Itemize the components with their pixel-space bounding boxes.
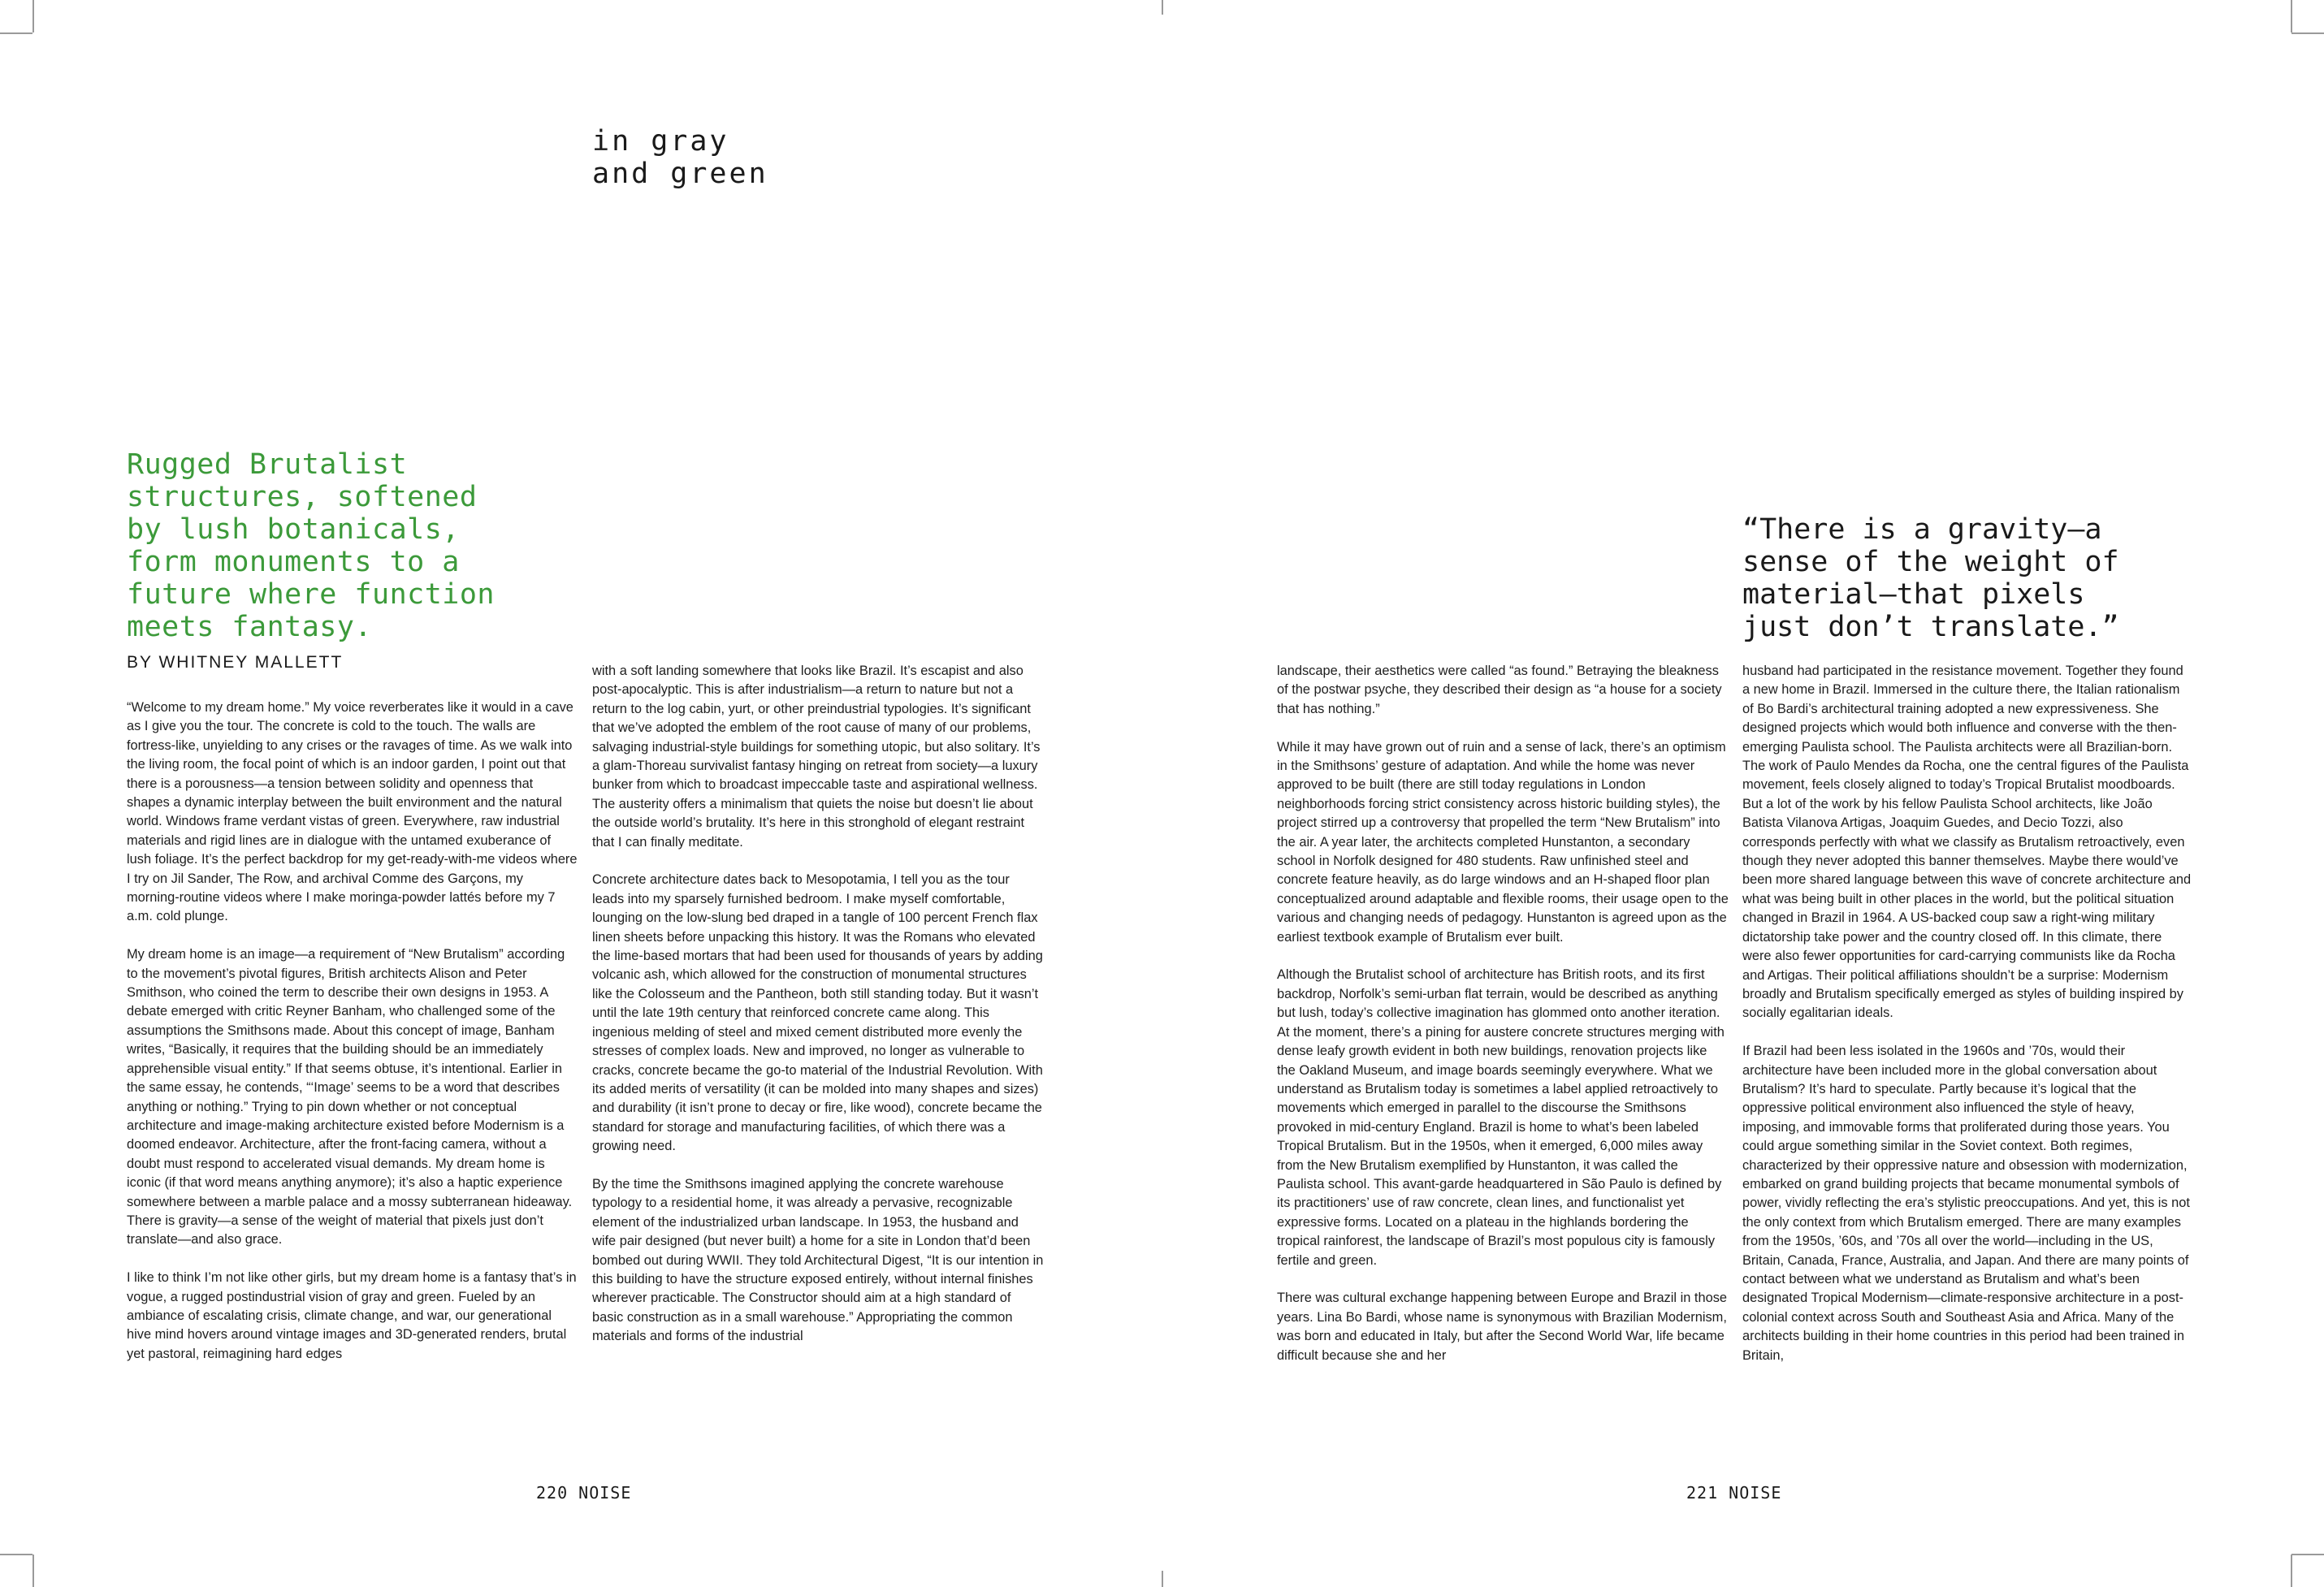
pull-quote-line: sense of the weight of (1742, 546, 2119, 578)
deck-line: future where function (127, 578, 496, 611)
crop-mark (2292, 32, 2324, 34)
body-column-4 (1742, 662, 2194, 1384)
byline: BY WHITNEY MALLETT (127, 653, 344, 672)
page-folio-right: 221 NOISE (1686, 1483, 1782, 1503)
pull-quote (1742, 513, 2197, 643)
deck-line: structures, softened (127, 481, 478, 513)
crop-mark (2291, 1555, 2292, 1587)
body-column-3 (1277, 662, 1729, 1384)
body-paragraph: By the time the Smithsons imagined applying the concrete warehouse typology to a residential home, it was already a pervasive, recognizable element of the industrialized urban landscape. In 1953, the husband and wife pair designed (but never built) a home for a site in London that’d been bombed out during WWII. They told Architectural Digest, “It is our intention in this building to have the structure exposed entirely, without internal finishes wherever practicable. The Constructor should aim at a high standard of basic construction as in a small warehouse.” Appropriating the common materials and forms of the industrial (592, 1176, 1044, 1344)
body-column-2 (592, 662, 1044, 1365)
body-paragraph: While it may have grown out of ruin and a sense of lack, there’s an optimism in the Smithsons’ gesture of adaptation. And while the home was never approved to be built (there are still today regulations in London neighborhoods forcing strict consistency across historic building styles), the project stirred up a controversy that propelled the term “New Brutalism” into the air. A year later, the architects completed Hunstanton, a secondary school in Norfolk designed for 480 students. Raw unfinished steel and concrete feature heavily, as do large windows and an H-shaped floor plan conceptualized around adaptable and flexible rooms, their usage open to the various and changing needs of pedagogy. Hunstanton is agreed upon as the earliest textbook example of Brutalism ever built. (1277, 739, 1729, 945)
body-paragraph: husband had participated in the resistance movement. Together they found a new home in Brazil. Immersed in the culture there, the Italian rationalism of Bo Bardi’s architectural training adopted a new expressiveness. She designed projects which would both influence and converse with the then-emerging Paulista school. The Paulista architects were all Brazilian-born. The work of Paulo Mendes da Rocha, one the central figures of the Paulista movement, feels closely aligned to today’s Tropical Brutalist moodboards. But a lot of the work by his fellow Paulista School architects, like João Batista Vilanova Artigas, Joaquim Guedes, and Decio Tozzi, also corresponds perfectly with what we classify as Brutalism retroactively, even though they never adopted this banner themselves. Maybe there would’ve been more shared language between this wave of concrete architecture and what was being built in other places in the world, but the political situation changed in Brazil in 1964. A US-backed coup saw a right-wing military dictatorship take power and the country closed off. In this climate, there were also fewer opportunities for card-carrying communists like da Rocha and Artigas. Their political affiliations shouldn’t be a surprise: Modernism broadly and Brutalism specifically emerged as styles of building inspired by socially egalitarian ideals. (1742, 664, 2192, 1021)
crop-mark (1162, 1571, 1163, 1587)
deck-line: by lush botanicals, (127, 513, 460, 546)
body-paragraph: “Welcome to my dream home.” My voice reverberates like it would in a cave as I give you the tour. The concrete is cold to the touch. The walls are fortress-like, unyielding to any crises or the ravages of time. As we walk into the living room, the focal point of which is an indoor garden, I point out that there is a porousness—a tension between solidity and openness that shapes a dynamic interplay between the built environment and the natural world. Windows frame verdant vistas of green. Everywhere, raw industrial materials and rigid lines are in dialogue with the untamed exuberance of lush foliage. It’s the perfect backdrop for my get-ready-with-me videos where I try on Jil Sander, The Row, and archival Comme des Garçons, my morning-routine videos where I make moringa-powder lattés before my 7 a.m. cold plunge. (127, 700, 578, 924)
article-deck (127, 448, 582, 643)
body-paragraph: Concrete architecture dates back to Mesopotamia, I tell you as the tour leads into my sparsely furnished bedroom. I make myself comfortable, lounging on the low-slung bed draped in a tangle of 100 percent French flax linen sheets before unpacking this history. It was the Romans who elevated the lime-based mortars that had been used for thousands of years by adding volcanic ash, which allowed for the construction of monumental structures like the Colosseum and the Pantheon, both still standing today. But it wasn’t until the late 19th century that reinforced concrete came along. This ingenious melding of steel and mixed cement distributed more evenly the stresses of complex loads. New and improved, no longer as vulnerable to cracks, concrete became the go-to material of the Industrial Revolution. With its added merits of versatility (it can be molded into many shapes and sizes) and durability (it isn’t prone to decay or fire, like wood), concrete became the standard for storage and manufacturing facilities, of which there was a growing need. (592, 872, 1043, 1154)
section-title-line: and green (592, 158, 768, 190)
section-title-line: in gray (592, 125, 729, 158)
crop-mark (0, 1554, 32, 1555)
crop-mark (0, 32, 32, 34)
crop-mark (2291, 0, 2292, 32)
crop-mark (32, 0, 34, 32)
section-title (592, 125, 768, 190)
body-column-1 (127, 698, 578, 1383)
pull-quote-line: just don’t translate.” (1742, 611, 2119, 643)
body-paragraph: My dream home is an image—a requirement of “New Brutalism” according to the movement’s pivotal figures, British architects Alison and Peter Smithson, who coined the term to describe their own designs in 1953. A debate emerged with critic Reyner Banham, who challenged some of the assumptions the Smithsons made. About this concept of image, Banham writes, “Basically, it requires that the building should be an immediately apprehensible visual entity.” If that seems obtuse, it’s intentional. Earlier in the same essay, he contends, “‘Image’ seems to be a word that describes anything or nothing.” Trying to pin down whether or not conceptual architecture and image-making architecture existed before Modernism is a doomed endeavor. Architecture, after the front-facing camera, without a doubt must respond to accelerated visual demands. My dream home is iconic (if that word means anything anymore); it’s also a haptic experience somewhere between a marble palace and a mossy subterranean hideaway. There is gravity—a sense of the weight of material that pixels just don’t translate—and also grace. (127, 947, 573, 1248)
deck-line: meets fantasy. (127, 611, 373, 643)
pull-quote-line: material—that pixels (1742, 578, 2085, 611)
body-paragraph: If Brazil had been less isolated in the 1960s and ’70s, would their architecture have been included more in the global conversation about Brutalism? It’s hard to speculate. Partly because it’s logical that the oppressive political environment also influenced the style of heavy, imposing, and immovable forms that proliferated during those years. You could argue something similar in the Soviet context. Both regimes, characterized by their oppressive nature and obsession with modernization, embarked on grand building projects that became monumental symbols of power, vividly reflecting the era’s stylistic preoccupations. And yet, this is not the only context from which Brutalism emerged. There are many examples from the 1950s, ’60s, and ’70s all over the world—including in the US, Britain, Canada, France, Australia, and Japan. And there are many points of contact between what we understand as Brutalism and what’s been designated Tropical Modernism—climate-responsive architecture in a post-colonial context across South and Southeast Asia and Africa. Many of the architects building in their home countries in this period had been trained in Britain, (1742, 1044, 2190, 1363)
crop-mark (1162, 0, 1163, 15)
page-folio-left: 220 NOISE (536, 1483, 632, 1503)
deck-line: form monuments to a (127, 546, 460, 578)
body-paragraph: with a soft landing somewhere that looks like Brazil. It’s escapist and also post-apocalyptic. This is after industrialism—a return to nature but not a return to the log cabin, yurt, or other preindustrial typologies. It’s significant that we’ve adopted the emblem of the root cause of many of our problems, salvaging industrial-style buildings for something utopic, but also solitary. It’s a glam-Thoreau survivalist fantasy hinging on retreat from society—a luxury bunker from which to broadcast impeccable taste and aspirational wellness. The austerity offers a minimalism that quiets the noise but doesn’t lie about the outside world’s brutality. It’s here in this stronghold of elegant restraint that I can finally meditate. (592, 664, 1041, 850)
pull-quote-line: “There is a gravity—a (1742, 513, 2102, 546)
body-paragraph: There was cultural exchange happening between Europe and Brazil in those years. Lina Bo Bardi, whose name is synonymous with Brazilian Modernism, was born and educated in Italy, but after the Second World War, life became difficult because she and her (1277, 1291, 1728, 1363)
deck-line: Rugged Brutalist (127, 448, 408, 481)
body-paragraph: Although the Brutalist school of architecture has British roots, and its first backdrop, Norfolk’s semi-urban flat terrain, would be described as anything but lush, today’s collective imagination has glommed onto another iteration. At the moment, there’s a pining for austere concrete structures merging with dense leafy growth evident in both new buildings, renovation projects like the Oakland Museum, and image boards seemingly everywhere. What we understand as Brutalism today is sometimes a label applied retroactively to movements which emerged in parallel to the discourse the Smithsons provoked in mid-century England. Brazil is home to what’s been labeled Tropical Brutalism. But in the 1950s, when it emerged, 6,000 miles away from the New Brutalism exemplified by Hunstanton, it was called the Paulista school. This avant-garde headquartered in São Paulo is defined by its practitioners’ use of raw concrete, clean lines, and functionalist yet expressive forms. Located on a plateau in the highlands bordering the tropical rainforest, the landscape of Brazil’s most populous city is famously fertile and green. (1277, 967, 1725, 1268)
crop-mark (32, 1555, 34, 1587)
crop-mark (2292, 1554, 2324, 1555)
body-paragraph: I like to think I’m not like other girls, but my dream home is a fantasy that’s in vogue, a rugged postindustrial vision of gray and green. Fueled by an ambiance of escalating crisis, climate change, and war, our generational hive mind hovers around vintage images and 3D-generated renders, brutal yet pastoral, reimagining hard edges (127, 1270, 577, 1361)
body-paragraph: landscape, their aesthetics were called “as found.” Betraying the bleakness of the postwar psyche, they described their design as “a house for a society that has nothing.” (1277, 664, 1722, 716)
